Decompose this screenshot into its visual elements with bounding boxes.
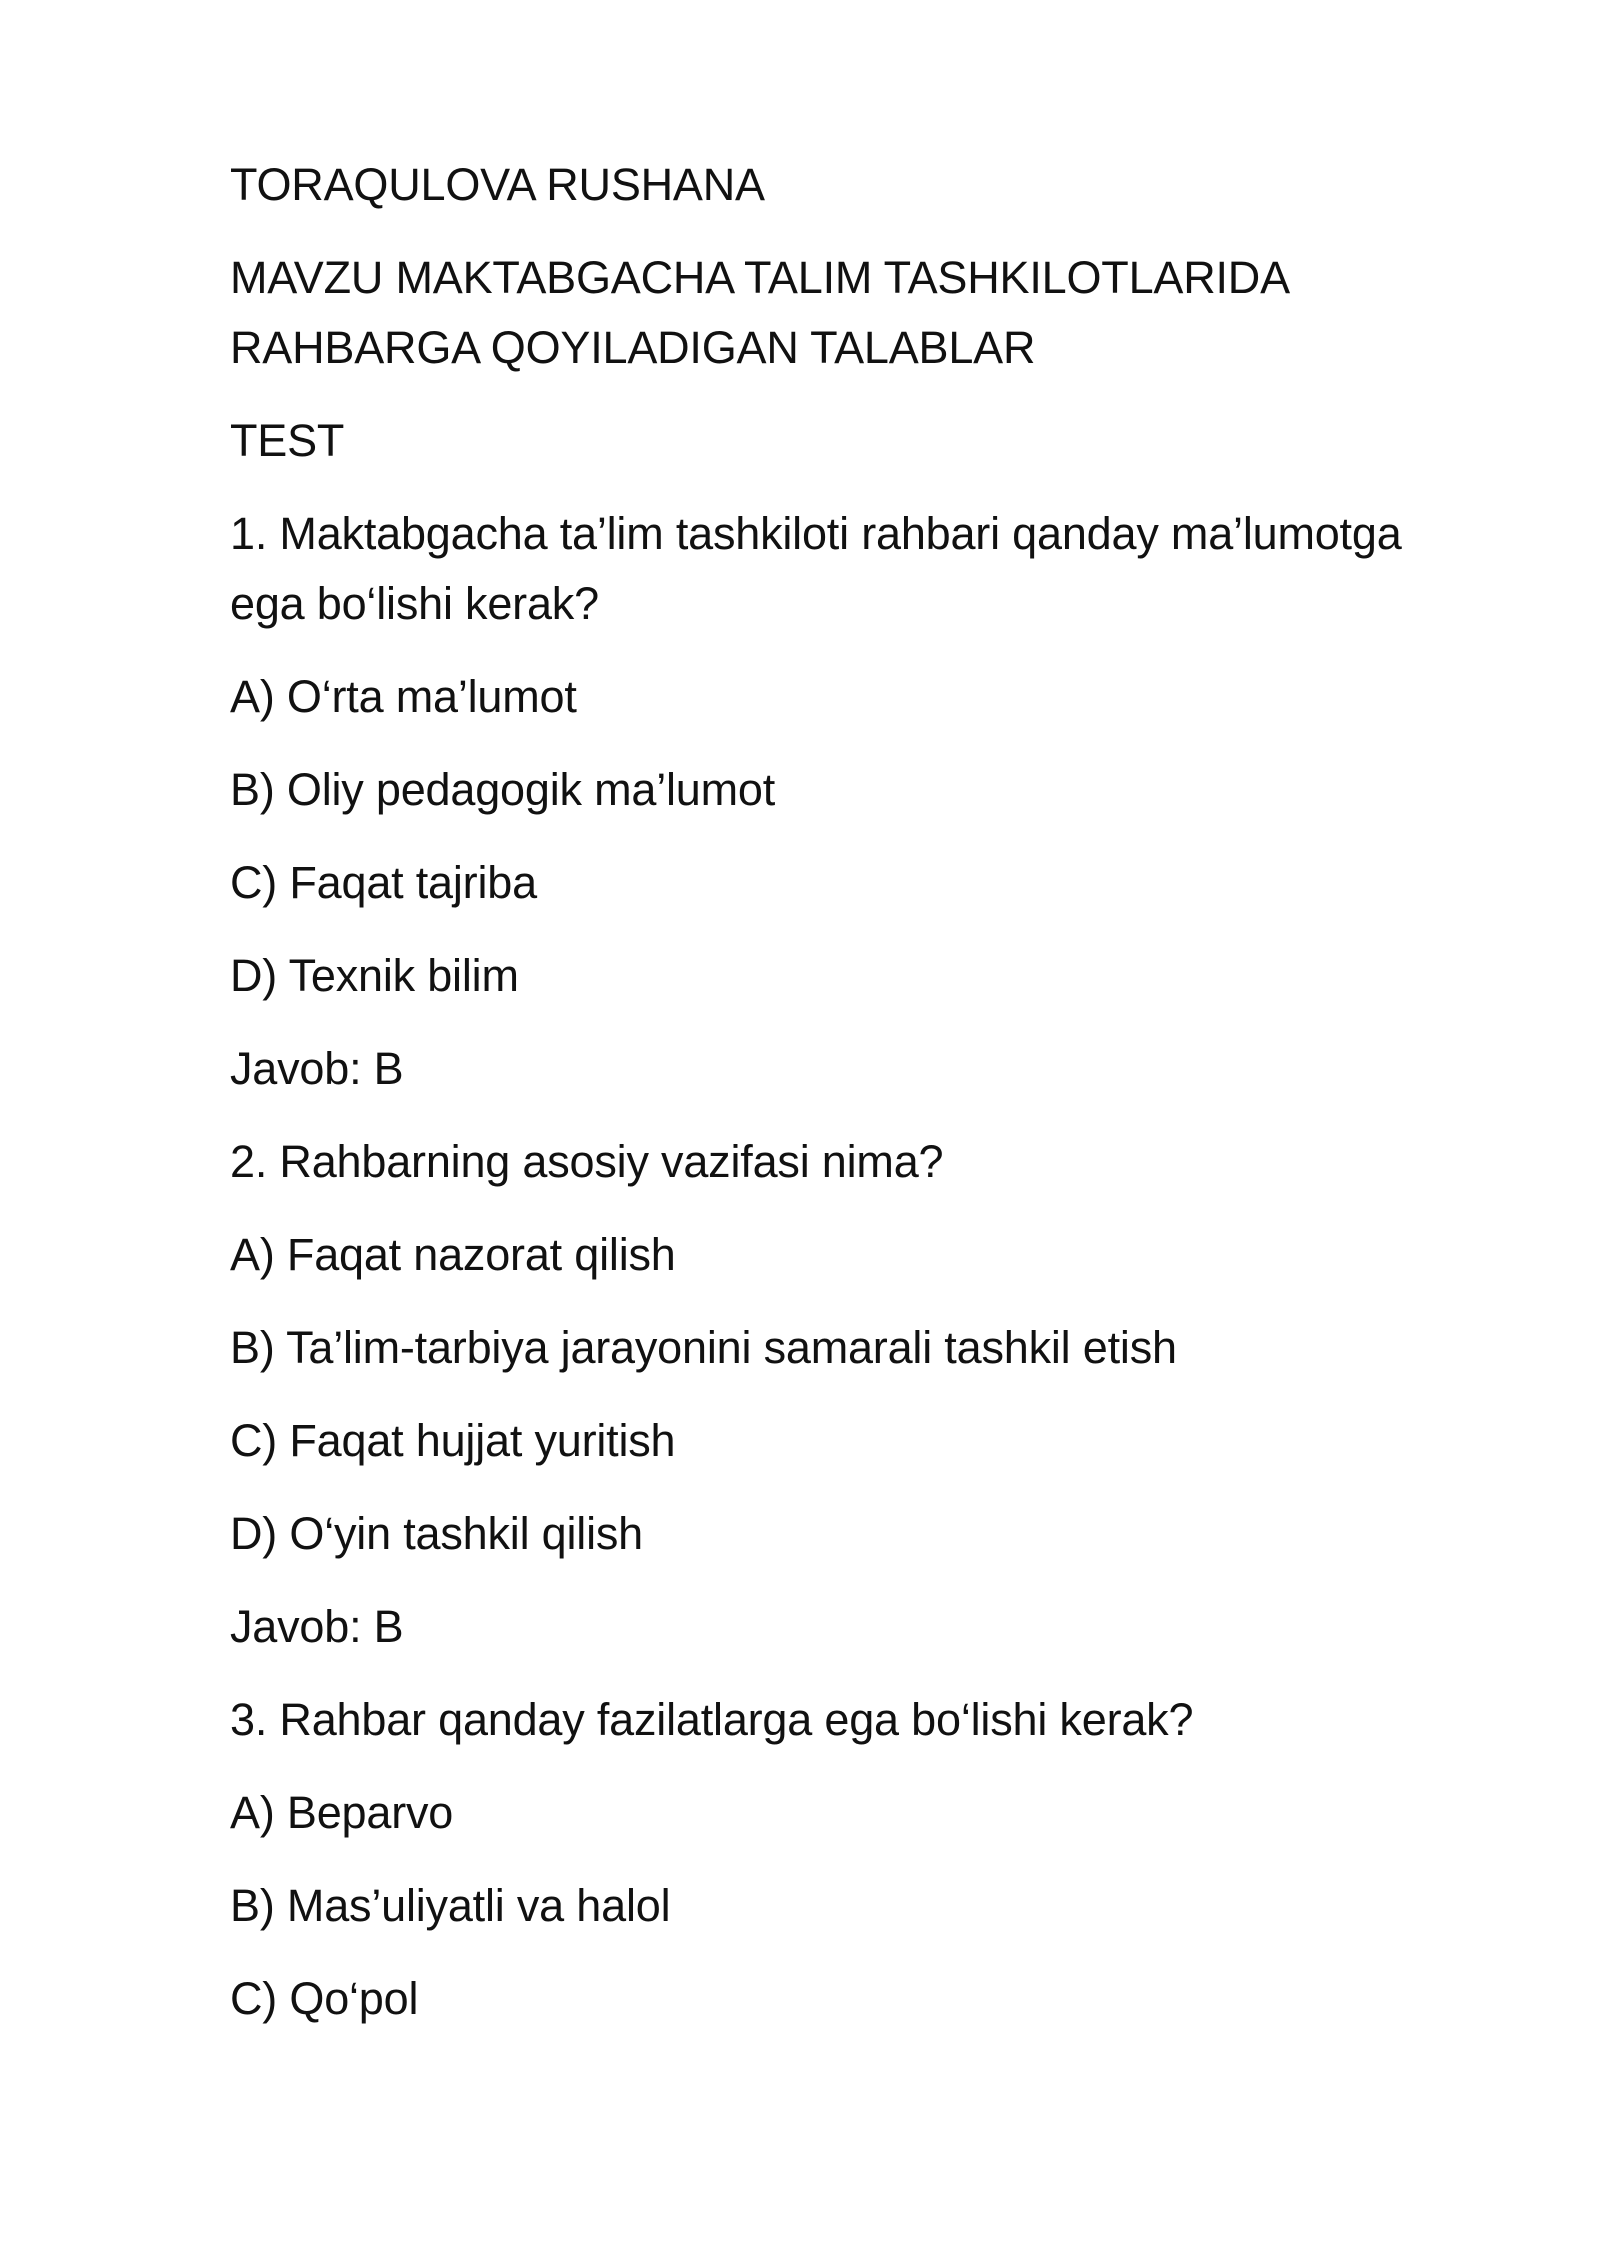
question-2-option-a: A) Faqat nazorat qilish bbox=[230, 1229, 676, 1280]
question-1-answer: Javob: B bbox=[230, 1043, 404, 1094]
question-3-option-b: B) Mas’uliyatli va halol bbox=[230, 1880, 671, 1931]
document-body bbox=[230, 150, 1430, 2057]
question-3-option-c: C) Qo‘pol bbox=[230, 1973, 419, 2024]
question-1-text: 1. Maktabgacha ta’lim tashkiloti rahbari qanday ma’lumotga ega bo‘lishi kerak? bbox=[230, 508, 1402, 629]
topic-title: MAVZU MAKTABGACHA TALIM TASHKILOTLARIDA RAHBARGA QOYILADIGAN TALABLAR bbox=[230, 252, 1288, 373]
author-name: TORAQULOVA RUSHANA bbox=[230, 159, 765, 210]
question-1-option-b: B) Oliy pedagogik ma’lumot bbox=[230, 764, 776, 815]
question-1-option-d: D) Texnik bilim bbox=[230, 950, 519, 1001]
question-3-option-a: A) Beparvo bbox=[230, 1787, 454, 1838]
question-1-option-c: C) Faqat tajriba bbox=[230, 857, 537, 908]
test-heading: TEST bbox=[230, 415, 345, 466]
question-1-option-a: A) O‘rta ma’lumot bbox=[230, 671, 577, 722]
question-2-text: 2. Rahbarning asosiy vazifasi nima? bbox=[230, 1136, 944, 1187]
question-2-option-c: C) Faqat hujjat yuritish bbox=[230, 1415, 676, 1466]
question-2-answer: Javob: B bbox=[230, 1601, 404, 1652]
question-3-text: 3. Rahbar qanday fazilatlarga ega bo‘lishi kerak? bbox=[230, 1694, 1194, 1745]
question-2-option-d: D) O‘yin tashkil qilish bbox=[230, 1508, 644, 1559]
question-2-option-b: B) Ta’lim-tarbiya jarayonini samarali tashkil etish bbox=[230, 1322, 1177, 1373]
